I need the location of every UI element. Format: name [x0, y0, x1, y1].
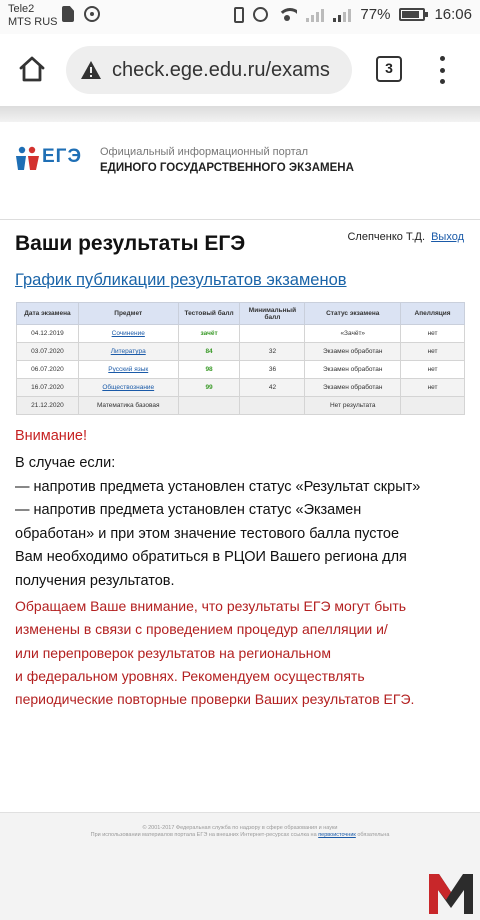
exam-status: Экзамен обработан [305, 343, 401, 361]
subject-link[interactable]: Обществознание [102, 384, 155, 391]
test-score: 98 [178, 361, 240, 379]
appeal [401, 397, 465, 415]
status-right [234, 6, 472, 23]
exam-status: Нет результата [305, 397, 401, 415]
url-text[interactable]: check.ege.edu.ru/exams [112, 58, 330, 81]
min-score: 42 [240, 379, 305, 397]
min-score: 36 [240, 361, 305, 379]
column-header: Тестовый балл [178, 303, 240, 325]
copyright-text: © 2001-2017 Федеральная служба по надзору в сфере образования и науки [142, 825, 338, 831]
appeal: нет [401, 325, 465, 343]
logout-link[interactable]: Выход [431, 231, 464, 243]
subject-cell [78, 325, 178, 343]
column-header: Статус экзамена [305, 303, 401, 325]
battery-icon [399, 8, 425, 21]
test-score: 84 [178, 343, 240, 361]
notice-text [15, 452, 470, 593]
home-icon[interactable] [18, 56, 46, 82]
exam-status: «Зачёт» [305, 325, 401, 343]
warning-line: периодические повторные проверки Ваших результатов ЕГЭ. [15, 691, 415, 708]
page-footer [0, 812, 480, 920]
logo-text: ЕГЭ [42, 146, 82, 167]
exam-date: 04.12.2019 [17, 325, 79, 343]
battery-percent: 77% [360, 6, 391, 23]
column-header: Дата экзамена [17, 303, 79, 325]
table-row [17, 325, 465, 343]
exam-date: 03.07.2020 [17, 343, 79, 361]
subject-cell [78, 379, 178, 397]
warning-icon[interactable] [80, 60, 102, 80]
warning-line: или перепроверок результатов на региональном [15, 644, 331, 661]
table-row [17, 361, 465, 379]
test-score: зачёт [178, 325, 240, 343]
subject-link[interactable]: Русский язык [108, 366, 149, 373]
logo-mark-icon [14, 146, 42, 172]
subject-link[interactable]: Сочинение [111, 330, 145, 337]
sim-card-icon [62, 6, 74, 22]
test-score: 99 [178, 379, 240, 397]
portal-subtitle: Официальный информационный портал [100, 146, 309, 158]
signal-secondary-icon [306, 8, 324, 22]
portal-header [0, 122, 480, 220]
min-score: 32 [240, 343, 305, 361]
exam-date: 06.07.2020 [17, 361, 79, 379]
appeal: нет [401, 379, 465, 397]
footer-notice [0, 832, 480, 838]
exam-date: 21.12.2020 [17, 397, 79, 415]
carrier-info [8, 3, 58, 29]
attention-heading: Внимание! [15, 428, 88, 444]
warning-line: и федеральном уровнях. Рекомендуем осуществлять [15, 667, 365, 684]
table-row [17, 379, 465, 397]
notice-line: — напротив предмета установлен статус «Результат скрыт» [15, 478, 421, 495]
signal-icon [333, 8, 351, 22]
warning-line: изменены в связи с проведением процедур апелляции и/ [15, 621, 388, 638]
table-row [17, 397, 465, 415]
wifi-icon [277, 8, 297, 22]
column-header: Апелляция [401, 303, 465, 325]
sync-icon [84, 6, 100, 22]
notice-line: Вам необходимо обратиться в РЦОИ Вашего региона для [15, 549, 407, 565]
menu-dots-icon[interactable] [438, 56, 446, 84]
carrier-line-1: Tele2 [8, 3, 35, 15]
main-content [0, 220, 480, 812]
footer-notice-text: При использовании материалов портала ЕГЭ на внешних Интернет-ресурсах ссылка на [90, 832, 317, 838]
browser-toolbar [0, 34, 480, 106]
user-box [347, 231, 464, 243]
notice-line: получения результатов. [15, 572, 175, 589]
clock: 16:06 [434, 6, 472, 23]
page-title: Ваши результаты ЕГЭ [15, 232, 246, 255]
table-row [17, 343, 465, 361]
warning-text [15, 595, 475, 711]
vibrate-icon [234, 7, 244, 23]
page-shadow [0, 106, 480, 122]
subject-name: Математика базовая [78, 397, 178, 415]
schedule-link[interactable]: График публикации результатов экзаменов [15, 271, 347, 289]
exam-status: Экзамен обработан [305, 379, 401, 397]
user-name: Слепченко Т.Д. [347, 231, 426, 243]
footer-notice-end: обязательна [357, 832, 390, 838]
subject-link[interactable]: Литература [110, 348, 146, 355]
subject-cell [78, 361, 178, 379]
m-logo-icon [426, 870, 476, 916]
notice-line: — напротив предмета установлен статус «Экзамен [15, 502, 362, 518]
status-bar [0, 0, 480, 34]
appeal: нет [401, 343, 465, 361]
subject-cell [78, 343, 178, 361]
exam-date: 16.07.2020 [17, 379, 79, 397]
carrier-line-2: MTS RUS [8, 16, 58, 28]
tab-switcher-button[interactable]: 3 [376, 56, 402, 82]
min-score [240, 325, 305, 343]
appeal: нет [401, 361, 465, 379]
notice-line: В случае если: [15, 455, 116, 471]
notice-line: обработан» и при этом значение тестового балла пустое [15, 525, 400, 542]
source-link[interactable]: первоисточник [318, 832, 356, 838]
column-header: Минимальный балл [240, 303, 305, 325]
min-score [240, 397, 305, 415]
exam-status: Экзамен обработан [305, 361, 401, 379]
table-header-row [17, 303, 465, 325]
alarm-icon [253, 7, 268, 22]
address-bar[interactable] [66, 46, 352, 94]
portal-title: ЕДИНОГО ГОСУДАРСТВЕННОГО ЭКЗАМЕНА [100, 162, 354, 174]
column-header: Предмет [78, 303, 178, 325]
results-table [16, 302, 465, 415]
warning-line: Обращаем Ваше внимание, что результаты ЕГЭ могут быть [15, 598, 407, 614]
test-score [178, 397, 240, 415]
ege-logo[interactable] [14, 146, 84, 172]
status-left-icons [62, 6, 100, 22]
